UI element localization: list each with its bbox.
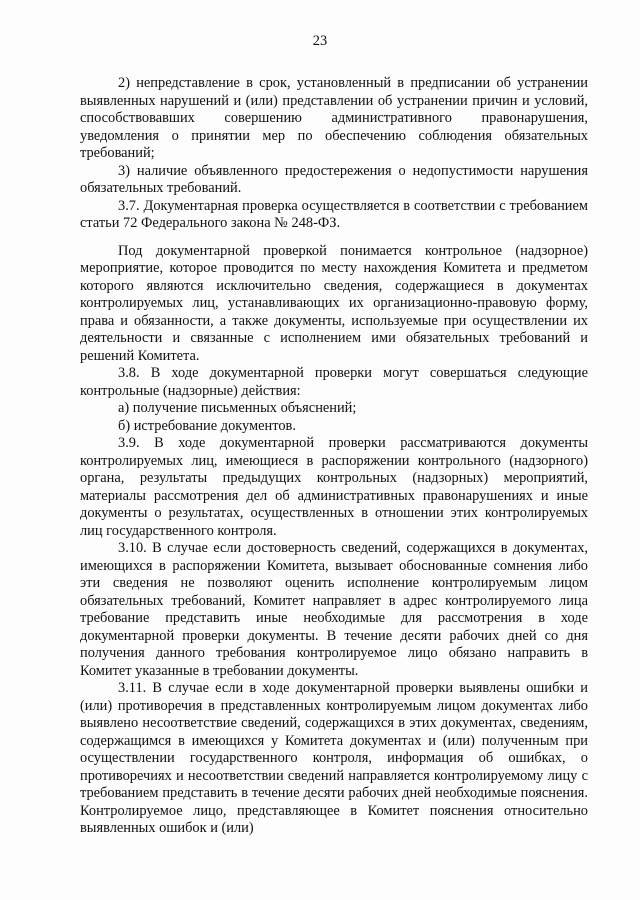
paragraph-3-10-doubtful-data: 3.10. В случае если достоверность сведений, содержащихся в документах, имеющихся в распоряжении Комитета, вызывает обоснованные сомнения либо эти сведения не позволяют оценить исполнение контролируемым лицом обязательных требований, Комитет направляет в адрес контролируемого лица требование представить иные необходимые для рассмотрения в ходе документарной проверки документы. В течение десяти рабочих дней со дня получения данного требования контролируемое лицо обязано направить в Комитет указанные в требовании документы. <box>80 540 588 679</box>
paragraph-3-9-reviewed-documents: 3.9. В ходе документарной проверки рассматриваются документы контролируемых лиц, имеющиеся в распоряжении контрольного (надзорного) органа, результаты предыдущих контрольных (надзорных) мероприятий, материалы рассмотрения дел об административных правонарушениях и иные документы о результатах, осуществленных в отношении этих контролируемых лиц государственного контроля. <box>80 435 588 539</box>
paragraph-3-8-control-actions: 3.8. В ходе документарной проверки могут совершаться следующие контрольные (надзорные) действия: <box>80 365 588 399</box>
document-body <box>80 75 588 838</box>
paragraph-documentary-check-definition: Под документарной проверкой понимается контрольное (надзорное) мероприятие, которое проводится по месту нахождения Комитета и предметом которого являются исключительно сведения, содержащиеся в документах контролируемых лиц, устанавливающих их организационно-правовую форму, права и обязанности, а также документы, используемые при осуществлении их деятельности и связанные с исполнением ими обязательных требований и решений Комитета. <box>80 242 588 364</box>
list-item-b-document-request: б) истребование документов. <box>118 417 296 434</box>
paragraph-3-7-documentary-check: 3.7. Документарная проверка осуществляется в соответствии с требованием статьи 72 Федерального закона № 248-ФЗ. <box>80 197 588 231</box>
paragraph-item-2-nonsubmission: 2) непредставление в срок, установленный в предписании об устранении выявленных нарушений и (или) представлении об устранении причин и условий, способствовавших совершению административного правонарушения, уведомления о принятии мер по обеспечению соблюдения обязательных требований; <box>80 75 588 161</box>
list-item-a-written-explanations: а) получение письменных объяснений; <box>118 400 357 416</box>
paragraph-item-3-warning: 3) наличие объявленного предостережения о недопустимости нарушения обязательных требований. <box>80 162 588 196</box>
page-number: 23 <box>312 33 328 49</box>
paragraph-3-11-errors-found: 3.11. В случае если в ходе документарной проверки выявлены ошибки и (или) противоречия в представленных контролируемым лицом документах либо выявлено несоответствие сведений, содержащихся в этих документах, сведениям, содержащимся в имеющихся у Комитета документах и (или) полученным при осуществлении государственного контроля, информация об ошибках, о противоречиях и несоответствии сведений направляется контролируемому лицу с требованием представить в течение десяти рабочих дней необходимые пояснения. Контролируемое лицо, представляющее в Комитет пояснения относительно выявленных ошибок и (или) <box>80 680 588 836</box>
